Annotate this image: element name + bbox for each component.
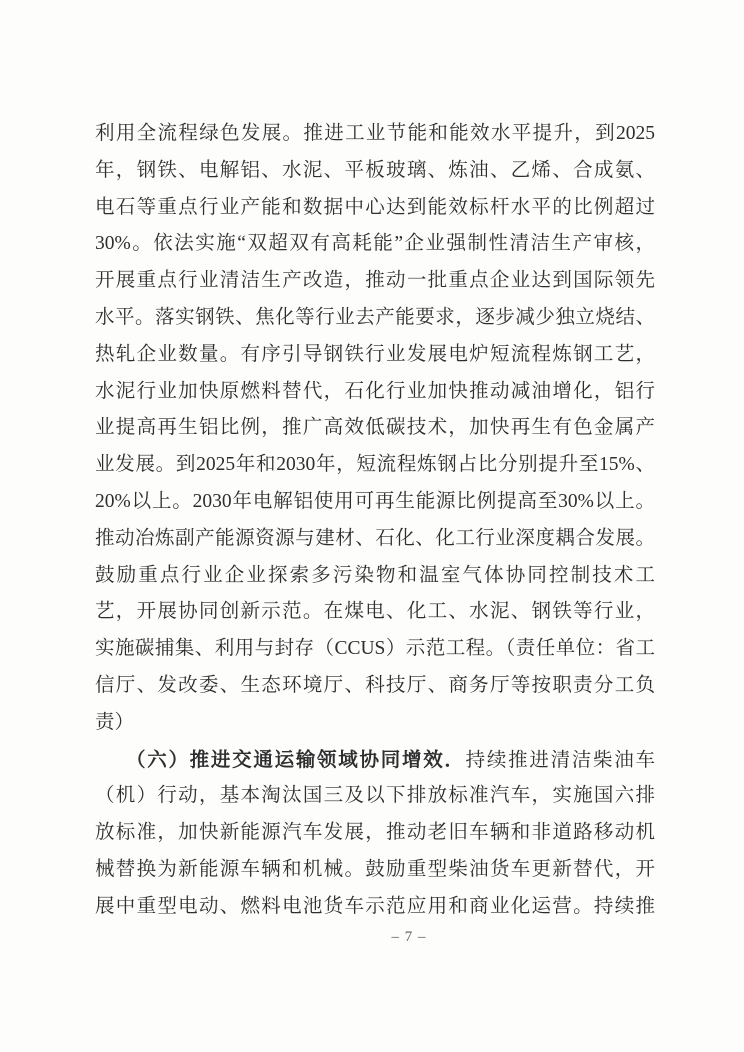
text-segment: 实施碳捕集、利用与封存（CCUS）示范工程。（责任单位：省工 bbox=[95, 638, 655, 660]
text-segment: 鼓励重点行业企业探索多污染物和温室气体协同控制技术工 bbox=[95, 564, 655, 586]
text-line bbox=[95, 153, 655, 190]
text-line bbox=[95, 300, 655, 337]
text-line bbox=[95, 815, 655, 852]
text-segment: 持续推进清洁柴油车 bbox=[465, 749, 655, 771]
text-segment: 20%以上。2030年电解铝使用可再生能源比例提高至30%以上。 bbox=[95, 490, 655, 512]
text-line bbox=[95, 778, 655, 815]
text-line bbox=[95, 631, 655, 668]
text-segment: 推动冶炼副产能源资源与建材、石化、化工行业深度耦合发展。 bbox=[95, 527, 655, 549]
text-line bbox=[95, 852, 655, 889]
section-heading: （六）推进交通运输领域协同增效． bbox=[126, 748, 466, 771]
text-line bbox=[95, 410, 655, 447]
text-line bbox=[95, 484, 655, 521]
text-line bbox=[95, 521, 655, 558]
text-segment: 展中重型电动、燃料电池货车示范应用和商业化运营。持续推 bbox=[95, 895, 655, 917]
text-line bbox=[95, 558, 655, 595]
text-line bbox=[95, 742, 655, 779]
text-segment: 年，钢铁、电解铝、水泥、平板玻璃、炼油、乙烯、合成氨、 bbox=[95, 159, 655, 181]
text-line bbox=[95, 226, 655, 263]
text-segment: （机）行动，基本淘汰国三及以下排放标准汽车，实施国六排 bbox=[95, 785, 655, 807]
text-segment: 械替换为新能源车辆和机械。鼓励重型柴油货车更新替代，开 bbox=[95, 858, 655, 880]
page-number: – 7 – bbox=[391, 929, 427, 945]
text-segment: 水泥行业加快原燃料替代，石化行业加快推动减油增化，铝行 bbox=[95, 380, 655, 402]
text-line bbox=[95, 668, 655, 705]
text-segment: 责） bbox=[95, 711, 135, 733]
text-line bbox=[95, 594, 655, 631]
text-segment: 水平。落实钢铁、焦化等行业去产能要求，逐步减少独立烧结、 bbox=[95, 306, 655, 328]
text-segment: 业提高再生铝比例，推广高效低碳技术，加快再生有色金属产 bbox=[95, 417, 655, 439]
text-line bbox=[95, 447, 655, 484]
text-segment: 业发展。到2025年和2030年，短流程炼钢占比分别提升至15%、 bbox=[95, 454, 655, 476]
text-segment: 利用全流程绿色发展。推进工业节能和能效水平提升，到2025 bbox=[95, 123, 655, 144]
text-line bbox=[95, 374, 655, 411]
text-segment: 艺，开展协同创新示范。在煤电、化工、水泥、钢铁等行业， bbox=[95, 601, 655, 623]
text-segment: 放标准，加快新能源汽车发展，推动老旧车辆和非道路移动机 bbox=[95, 822, 655, 844]
text-line bbox=[95, 190, 655, 227]
text-segment: 开展重点行业清洁生产改造，推动一批重点企业达到国际领先 bbox=[95, 270, 655, 292]
text-line bbox=[95, 889, 655, 926]
document-body bbox=[95, 116, 655, 926]
text-line bbox=[95, 337, 655, 374]
text-segment: 信厅、发改委、生态环境厅、科技厅、商务厅等按职责分工负 bbox=[95, 674, 655, 696]
text-line bbox=[95, 263, 655, 300]
text-line bbox=[95, 116, 655, 153]
text-segment: 热轧企业数量。有序引导钢铁行业发展电炉短流程炼钢工艺， bbox=[95, 343, 655, 365]
text-segment: 电石等重点行业产能和数据中心达到能效标杆水平的比例超过 bbox=[95, 196, 655, 218]
text-line bbox=[95, 705, 655, 742]
text-segment: 30%。依法实施“双超双有高耗能”企业强制性清洁生产审核， bbox=[95, 233, 655, 255]
